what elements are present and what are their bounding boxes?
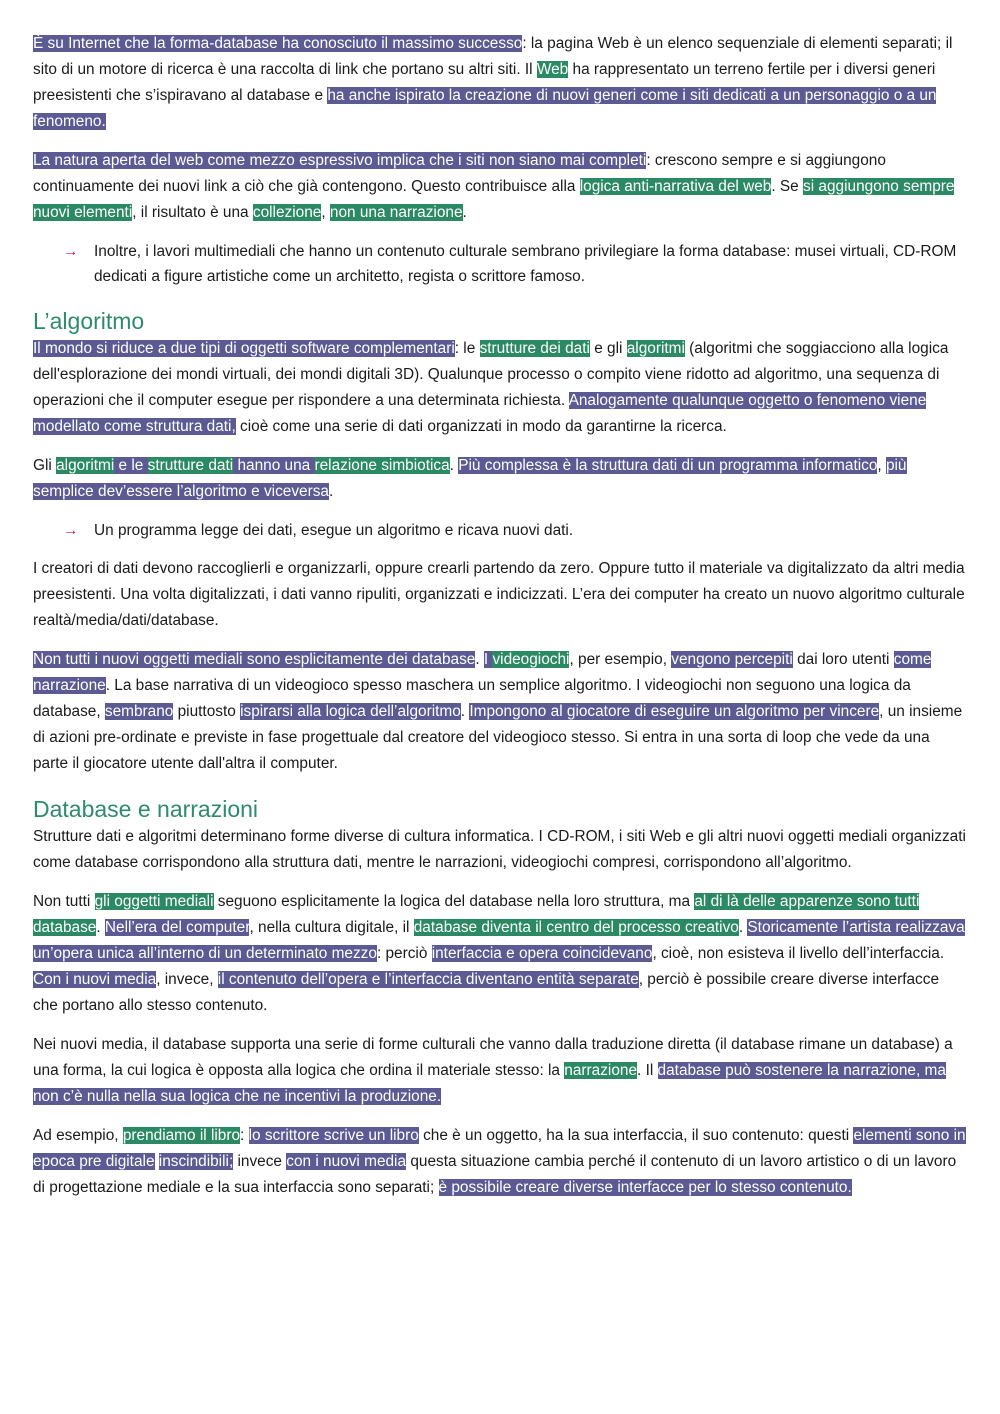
highlight-purple: e le [114,457,148,474]
highlight-purple: Più complessa è la struttura dati di un programma informatico [458,457,878,474]
highlight-purple: ha anche ispirato la creazione di nuovi generi come i siti dedicati a un personaggio o a un fenomeno. [33,87,937,130]
text-run: piuttosto [173,703,241,720]
highlight-green: si aggiungono sempre nuovi elementi [33,178,955,221]
paragraph [33,824,966,876]
highlight-purple: come narrazione [33,651,932,694]
highlight-purple: è possibile creare diverse interfacce per lo stesso contenuto. [438,1179,852,1196]
text-run: e gli [589,340,627,357]
text-run: . [328,483,334,500]
paragraph [33,453,966,505]
paragraph [33,647,966,777]
bullet-text [94,239,966,289]
paragraph [33,336,966,440]
highlight-green: algoritmi [626,340,685,357]
text-run: . [475,651,484,668]
highlight-purple: il contenuto dell’opera e l’interfaccia diventano entità separate [217,971,639,988]
highlight-purple: Nell’era del computer [104,919,250,936]
highlight-purple: interfaccia e opera coincidevano [431,945,653,962]
bullet-item [33,239,966,289]
text-run: . [738,919,748,936]
highlight-purple: più semplice dev’essere l’algoritmo e viceversa [33,457,907,500]
text-run: : crescono sempre e si aggiungono continuamente dei nuovi link a ciò che già contengono. Questo contribuisce alla [33,152,886,195]
highlight-purple: sembrano [104,703,174,720]
bullet-item [33,518,966,543]
text-run: : le [454,340,480,357]
text-run: Un programma legge dei dati, esegue un algoritmo e ricava nuovi dati. [94,522,574,539]
highlight-green: strutture dei dati [479,340,590,357]
highlight-purple: database può sostenere la narrazione, ma non c’è nulla nella sua logica che ne incentivi la produzione. [33,1062,946,1105]
text-run: . Il [637,1062,658,1079]
text-run: cioè come una serie di dati organizzati in modo da garantirne la ricerca. [235,418,727,435]
text-run: . [96,919,105,936]
highlight-green: logica anti-narrativa del web [579,178,772,195]
text-run: : la pagina Web è un elenco sequenziale di elementi separati; il sito di un motore di ricerca è una raccolta di link che portano su altri siti. Il [33,35,953,78]
text-run: (algoritmi che soggiacciono alla logica dell'esplorazione dei mondi virtuali, dei mondi digitali 3D). Qualunque processo o compito viene ridotto ad algoritmo, una sequenza di operazioni che il computer esegue per rispondere a una determinata richiesta. [33,340,949,409]
paragraph [33,1123,966,1201]
right-arrow-icon: → [63,243,79,260]
highlight-purple: vengono percepiti [671,651,793,668]
text-run: ha rappresentato un terreno fertile per i diversi generi preesistenti che s’ispiravano al database e [33,61,936,104]
text-run: invece [233,1153,287,1170]
text-run: , il risultato è una [132,204,253,221]
highlight-purple: La natura aperta del web come mezzo espressivo implica che i siti non siano mai completi [33,152,647,169]
highlight-green: non una narrazione [329,204,463,221]
highlight-purple: Analogamente qualunque oggetto o fenomeno viene modellato come struttura dati, [33,392,927,435]
highlight-purple: Il mondo si riduce a due tipi di oggetti software complementari [33,340,455,357]
highlight-purple: lo scrittore scrive un libro [248,1127,419,1144]
highlight-purple: Non tutti i nuovi oggetti mediali sono esplicitamente dei database [33,651,476,668]
text-run: . [460,703,470,720]
text-run: . La base narrativa di un videogioco spesso maschera un semplice algoritmo. I videogiochi non seguono una logica da database, [33,677,911,720]
text-run: Non tutti [33,893,95,910]
text-run: seguono esplicitamente la logica del database nella loro struttura, ma [213,893,695,910]
right-arrow-icon: → [63,522,79,539]
text-run: : [240,1127,249,1144]
highlight-green: algoritmi [56,457,115,474]
text-run: , [321,204,330,221]
paragraph [33,1032,966,1110]
highlight-purple: I [483,651,493,668]
text-run: Ad esempio, [33,1127,123,1144]
highlight-purple: ispirarsi alla logica dell’algoritmo [240,703,461,720]
text-run: , un insieme di azioni pre-ordinate e previste in fase progettuale dal creatore del videogioco stesso. Si entra in una sorta di loop che vede da una parte il giocatore utente dall'altra il computer. [33,703,963,772]
text-run: . [449,457,459,474]
bullet-text [94,518,966,543]
section-heading: L’algoritmo [33,308,145,334]
text-run: Nei nuovi media, il database supporta una serie di forme culturali che vanno dalla traduzione diretta (il database rimane un database) a una forma, la cui logica è opposta alla logica che ordina il materiale stesso: la [33,1036,953,1079]
highlight-green: strutture dati [147,457,234,474]
highlight-purple: elementi sono in epoca pre digitale [33,1127,966,1170]
text-run: Gli [33,457,57,474]
text-run: che è un oggetto, ha la sua interfaccia, il suo contenuto: questi [418,1127,854,1144]
highlight-green: Web [536,61,569,78]
highlight-purple: Impongono al giocatore di eseguire un algoritmo per vincere [469,703,880,720]
highlight-green: prendiamo il libro [122,1127,241,1144]
highlight-purple: È su Internet che la forma-database ha conosciuto il massimo successo [33,35,523,52]
highlight-green: collezione [252,204,322,221]
highlight-green: al di là delle apparenze sono tutti database [33,893,920,936]
text-run: . [462,204,467,221]
text-run: : perciò [376,945,432,962]
highlight-purple: con i nuovi media [286,1153,407,1170]
highlight-green: narrazione [564,1062,638,1079]
text-run: , nella cultura digitale, il [249,919,414,936]
highlight-green: database diventa il centro del processo creativo [413,919,739,936]
text-run: Strutture dati e algoritmi determinano forme diverse di cultura informatica. I CD-ROM, i siti Web e gli altri nuovi oggetti mediali organizzati come database corrispondono alla struttura dati, mentre le narrazioni, videogiochi compresi, corrispondono all’algoritmo. [33,828,966,871]
highlight-purple: inscindibili; [158,1153,234,1170]
section-heading: Database e narrazioni [33,796,259,822]
text-run: Inoltre, i lavori multimediali che hanno un contenuto culturale sembrano privilegiare la forma database: musei virtuali, CD-ROM dedicati a figure artistiche come un architetto, regista o scrittore famoso. [94,243,957,285]
text-run: , perciò è possibile creare diverse interfacce che portano allo stesso contenuto. [33,971,940,1014]
text-run: , cioè, non esisteva il livello dell’interfaccia. [652,945,945,962]
text-run: , invece, [156,971,218,988]
text-run: I creatori di dati devono raccoglierli e organizzarli, oppure crearli partendo da zero. Oppure tutto il materiale va digitalizzato da altri media preesistenti. Una volta digitalizzati, i dati vanno ripuliti, organizzati e indicizzati. L’era dei computer ha creato un nuovo algoritmo culturale realtà/media/dati/database. [33,560,965,629]
text-run: , [877,457,886,474]
paragraph [33,556,966,634]
text-run: , per esempio, [569,651,672,668]
text-run: dai loro utenti [792,651,894,668]
highlight-green: gli oggetti mediali [94,893,214,910]
highlight-purple: Storicamente l’artista realizzava un’opera unica all’interno di un determinato mezzo [33,919,965,962]
highlight-purple: Con i nuovi media [33,971,157,988]
text-run: . Se [771,178,804,195]
paragraph [33,148,966,226]
highlight-purple: hanno una [233,457,315,474]
paragraph [33,31,966,135]
highlight-green: relazione simbiotica [314,457,450,474]
highlight-green: videogiochi [492,651,570,668]
paragraph [33,889,966,1019]
text-run: questa situazione cambia perché il contenuto di un lavoro artistico o di un lavoro di progettazione mediale e la sua interfaccia sono separati; [33,1153,957,1196]
